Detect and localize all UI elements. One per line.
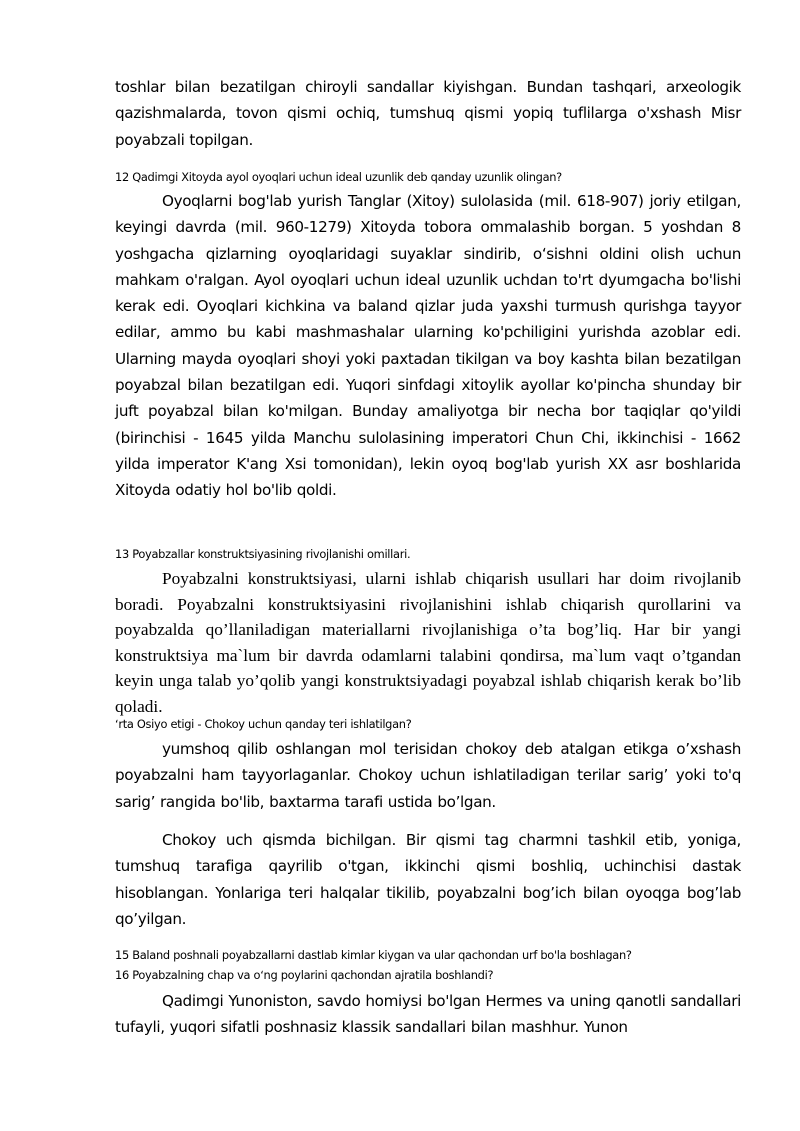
paragraph-12: Oyoqlarni bog'lab yurish Tanglar (Xitoy) sulolasida (mil. 618-907) joriy etilgan, keyingi davrda (mil. 960-1279) Xitoyda tobora ommalashib borgan. 5 yoshdan 8 yoshgacha qizlarning oyoqlaridagi suyaklar sindirib, oʻsishni oldini olish uchun mahkam o'ralgan. Ayol oyoqlari uchun ideal uzunlik uchdan to'rt dyumgacha bo'lishi kerak edi. Oyoqlari kichkina va baland qizlar juda yaxshi turmush qurishga tayyor edilar, ammo bu kabi mashmashalar ularning ko'pchiligini yurishda azoblar edi. Ularning mayda oyoqlari shoyi yoki paxtadan tikilgan va boy kashta bilan bezatilgan poyabzal bilan bezatilgan edi. Yuqori sinfdagi xitoylik ayollar ko'pincha shunday bir juft poyabzal bilan ko'milgan. Bunday amaliyotga bir necha bor taqiqlar qo'yildi (birinchisi - 1645 yilda Manchu sulolasining imperatori Chun Chi, ikkinchisi - 1662 yilda imperator K'ang Xsi tomonidan), lekin oyoq bog'lab yurish XX asr boshlarida Xitoyda odatiy hol bo'lib qoldi. [115,192,741,500]
paragraph-16: Qadimgi Yunoniston, savdo homiysi bo'lgan Hermes va uning qanotli sandallari tufayli, yuqori sifatli poshnasiz klassik sandallari bilan mashhur. Yunon [115,992,741,1037]
paragraph-13: Poyabzalni konstruktsiyasi, ularni ishlab chiqarish usullari har doim rivojlanib boradi. Poyabzalni konstruktsiyasini rivojlanishini ishlab chiqarish qurollarini va poyabzalda qo’llaniladigan materiallarni rivojlanishiga o’ta bog’liq. Har bir yangi konstruktsiya ma`lum bir davrda odamlarni talabini qondirsa, ma`lum vaqt o’tgandan keyin unga talab yo’qolib yangi konstruktsiyadagi poyabzal ishlab chiqarish kerak bo’lib qoladi. [115,569,741,716]
question-15: 15 Baland poshnali poyabzallarni dastlab kimlar kiygan va ular qachondan urf bo'la boshlagan? [115,948,632,962]
question-12: 12 Qadimgi Xitoyda ayol oyoqlari uchun ideal uzunlik deb qanday uzunlik olingan? [115,170,562,184]
question-13: 13 Poyabzallar konstruktsiyasining rivojlanishi omillari. [115,547,411,561]
question-14: ʻrta Osiyo etigi - Chokoy uchun qanday teri ishlatilgan? [115,717,412,731]
paragraph-intro: toshlar bilan bezatilgan chiroyli sandallar kiyishgan. Bundan tashqari, arxeologik qazishmalarda, tovon qismi ochiq, tumshuq qismi yopiq tuflilarga o'xshash Misr poyabzali topilgan. [115,78,741,149]
question-16: 16 Poyabzalning chap va oʻng poylarini qachondan ajratila boshlandi? [115,968,494,982]
paragraph-14b: Chokoy uch qismda bichilgan. Bir qismi tag charmni tashkil etib, yoniga, tumshuq tarafiga qayrilib o'tgan, ikkinchi qismi boshliq, uchinchisi dastak hisoblangan. Yonlariga teri halqalar tikilib, poyabzalni bog’ich bilan oyoqga bog’lab qo’yilgan. [115,831,741,928]
paragraph-14a: yumshoq qilib oshlangan mol terisidan chokoy deb atalgan etikga o’xshash poyabzalni ham tayyorlaganlar. Chokoy uchun ishlatiladigan terilar sarig’ yoki to'q sarig’ rangida bo'lib, baxtarma tarafi ustida bo’lgan. [115,740,741,811]
